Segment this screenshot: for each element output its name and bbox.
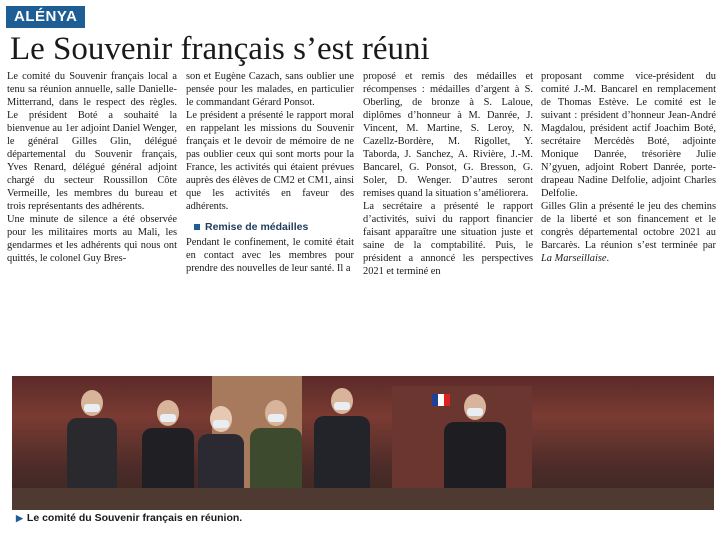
section-tag: ALÉNYA (6, 6, 85, 28)
article-column-3 (363, 70, 533, 278)
article-column-1 (7, 70, 177, 265)
photo-caption (16, 512, 242, 524)
subheading (194, 221, 354, 234)
subheading-text: Remise de médailles (205, 221, 309, 233)
paragraph: Pendant le confinement, le comité était en contact avec les membres pour prendre des nouvelles de leur santé. Il a (186, 237, 354, 274)
paragraph: Le comité du Souvenir français local a tenu sa réunion annuelle, salle Danielle-Mitterrand, dans le respect des règles. Le président Boté a souhaité la bienvenue au 1er adjoint Daniel Wenger, le général Gilles Glin, délégué départemental du Souvenir français, Yves Renard, délégué général adjoint chargé du secteur Roussillon Côte Vermeille, les membres du bureau et trois représentants des adhérents. (7, 71, 177, 212)
paragraph (541, 200, 716, 265)
italic-title: La Marseillaise (541, 253, 607, 264)
paragraph: Une minute de silence a été observée pour les militaires morts au Mali, les gendarmes et les adhérents qui nous ont quittés, le colonel Guy Bres- (7, 214, 177, 264)
paragraph-text: Gilles Glin a présenté le jeu des chemins de la liberté et son financement et le congrès départemental octobre 2021 au Barcarès. La réunion s’est terminée par (541, 201, 716, 251)
paragraph: La secrétaire a présenté le rapport d’activités, suivi du rapport financier faisant apparaître une situation juste et saine de la comptabilité. Puis, le président a annoncé les perspectives 2021 et terminé en (363, 201, 533, 277)
punctuation: . (606, 253, 610, 264)
paragraph: proposé et remis des médailles et récompenses : médailles d’argent à S. Oberling, de bronze à S. Laloue, diplômes d’honneur à M. Danrée, J. Vincent, M. Martine, S. Leroy, N. Cazellz-Bordère, M. Rigollet, Y. Taborda, J. Sanchez, A. Rivière, J.-M. Bancarel, G. Ponsot, G. Bresson, G. Soler, D. Wenger. D’autres seront remises quand la situation s’améliorera. (363, 71, 533, 199)
paragraph: proposant comme vice-président du comité J.-M. Bancarel en remplacement de Thomas Estève. Le comité est le suivant : président d’honneur Jean-André Magdalou, président actif Joachim Boté, secrétaire Mercédès Boté, adjointe Monique Danrée, trésorière Julie N’gyuen, adjoint Robert Danrée, porte-drapeau Nadine Delfolie, adjoint Charles Delfolie. (541, 71, 716, 199)
photo-table (12, 488, 714, 510)
paragraph: son et Eugène Cazach, sans oublier une pensée pour les malades, en particulier le commandant Gérard Ponsot. (186, 71, 354, 108)
headline: Le Souvenir français s’est réuni (10, 31, 430, 67)
square-bullet-icon (194, 224, 200, 230)
article-column-4 (541, 70, 716, 265)
group-photo (12, 376, 714, 510)
caption-arrow-icon: ▶ (16, 513, 23, 523)
paragraph: Le président a présenté le rapport moral en rappelant les missions du Souvenir français et le devoir de mémoire de ne pas oublier ceux qui sont morts pour la France, les activités qui étaient prévues auprès des élèves de CM2 et CM1, ainsi que les activités en faveur des adhérents. (186, 110, 354, 212)
article-column-2 (186, 70, 354, 275)
caption-text: Le comité du Souvenir français en réunion. (26, 512, 243, 524)
